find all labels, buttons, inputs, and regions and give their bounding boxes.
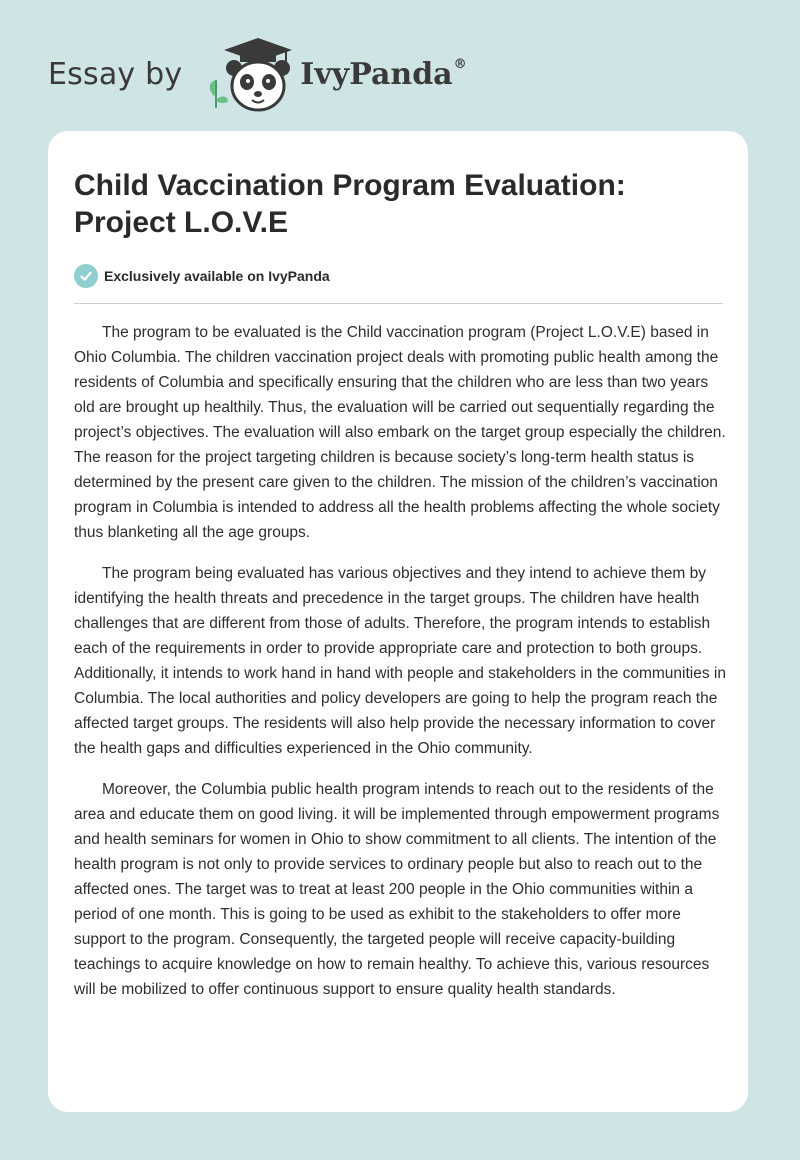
- brand-text: IvyPanda: [300, 56, 453, 92]
- exclusive-badge: [74, 264, 330, 288]
- site-header: [48, 34, 467, 114]
- essay-card: [48, 131, 748, 1112]
- essay-by-label: Essay by: [48, 56, 183, 92]
- brand-name[interactable]: [300, 57, 466, 92]
- divider: [74, 303, 723, 304]
- paragraph: The program to be evaluated is the Child vaccination program (Project L.O.V.E) based in Ohio Columbia. The children vaccination project deals with promoting public health among the residents of Columbia and specifically ensuring that the children who are less than two years old are brought up healthily. Thus, the evaluation will be carried out sequentially regarding the project’s objectives. The evaluation will also embark on the target group especially the children. The reason for the project targeting children is because society’s long-term health status is determined by the present care given to the children. The mission of the children’s vaccination program in Columbia is intended to address all the health problems affecting the whole society thus blanketing all the age groups.: [74, 324, 726, 541]
- registered-mark: ®: [453, 56, 467, 72]
- paragraph: Moreover, the Columbia public health program intends to reach out to the residents of the area and educate them on good living. it will be implemented through empowerment programs and health seminars for women in Ohio to show commitment to all clients. The intention of the health program is not only to provide services to ordinary people but also to reach out to the affected ones. The target was to treat at least 200 people in the Ohio communities within a period of one month. This is going to be used as exhibit to the stakeholders to offer more support to the program. Consequently, the targeted people will receive capacity-building teachings to acquire knowledge on how to remain healthy. To achieve this, various resources will be mobilized to offer continuous support to ensure quality health standards.: [74, 781, 720, 998]
- check-icon: [74, 264, 98, 288]
- page-title: Child Vaccination Program Evaluation: Project L.O.V.E: [74, 169, 626, 239]
- panda-logo-icon[interactable]: [200, 34, 296, 114]
- paragraph: The program being evaluated has various objectives and they intend to achieve them by identifying the health threats and precedence in the target groups. The children have health challenges that are different from those of adults. Therefore, the program intends to establish each of the requirements in order to provide appropriate care and protection to both groups. Additionally, it intends to work hand in hand with people and stakeholders in the communities in Columbia. The local authorities and policy developers are going to help the program reach the affected target groups. The residents will also help provide the necessary information to cover the health gaps and difficulties experienced in the Ohio community.: [74, 565, 726, 757]
- exclusive-label: Exclusively available on IvyPanda: [104, 268, 330, 284]
- essay-body: [74, 320, 726, 1018]
